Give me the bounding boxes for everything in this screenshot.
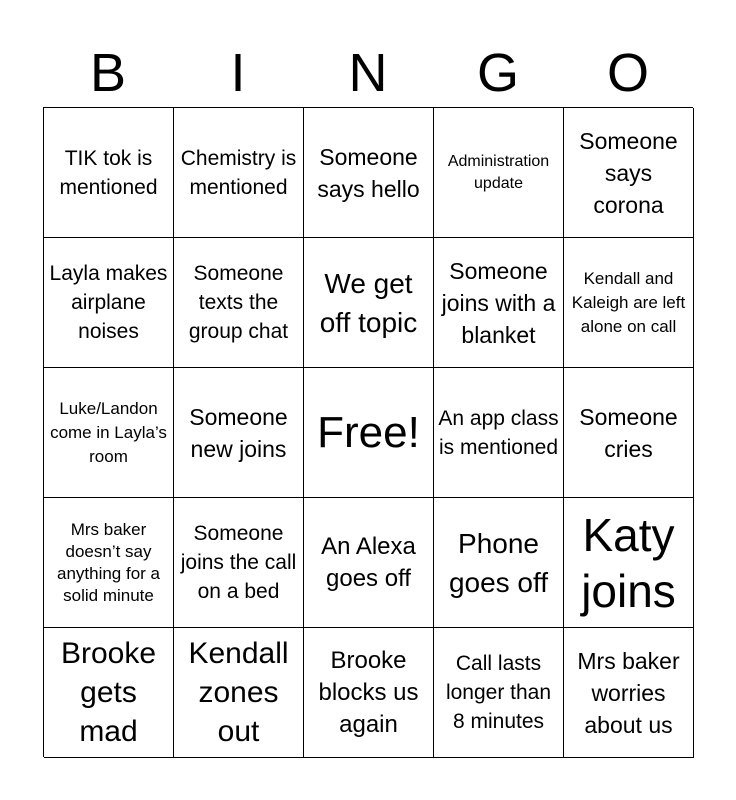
cell-text: Katy joins [581,508,676,617]
bingo-cell[interactable] [174,108,304,238]
free-space-cell[interactable] [304,368,434,498]
cell-text: Someone joins the call on a bed [180,522,297,603]
cell-text: An app class is mentioned [438,406,559,459]
bingo-cell[interactable] [434,628,564,758]
bingo-cell[interactable] [44,628,174,758]
bingo-cell[interactable] [434,498,564,628]
bingo-cell[interactable] [434,238,564,368]
cell-text: Brooke blocks us again [318,646,419,738]
bingo-cell[interactable] [44,498,174,628]
bingo-cell[interactable] [44,238,174,368]
free-space-text: Free! [317,407,420,457]
cell-text: Someone new joins [189,403,288,462]
header-letter-i: I [230,43,246,103]
bingo-cell[interactable] [434,108,564,238]
bingo-cell[interactable] [434,368,564,498]
cell-text: Someone cries [579,403,678,462]
cell-text: Luke/Landon come in Layla’s room [50,398,167,466]
cell-text: Kendall zones out [188,637,289,748]
bingo-cell[interactable] [564,498,694,628]
bingo-cell[interactable] [44,368,174,498]
cell-text: Administration update [447,152,550,192]
bingo-cell[interactable] [304,628,434,758]
cell-text: Phone goes off [448,527,549,598]
cell-text: TIK tok is mentioned [59,146,158,199]
cell-text: An Alexa goes off [321,532,416,592]
cell-text: Kendall and Kaleigh are left alone on call [571,268,686,336]
bingo-cell[interactable] [44,108,174,238]
bingo-grid [43,107,693,757]
bingo-cell[interactable] [304,498,434,628]
bingo-cell[interactable] [174,238,304,368]
bingo-cell[interactable] [564,108,694,238]
cell-text: Mrs baker doesn’t say anything for a solid minute [56,519,160,605]
cell-text: We get off topic [319,267,418,338]
bingo-cell[interactable] [304,108,434,238]
bingo-cell[interactable] [304,238,434,368]
header-letter-g: G [476,43,519,103]
header-letter-n: N [348,43,388,103]
cell-text: Call lasts longer than 8 minutes [445,652,552,733]
cell-text: Someone says corona [579,127,678,218]
bingo-cell[interactable] [564,238,694,368]
header-letter-o: O [606,43,649,103]
cell-text: Someone texts the group chat [188,262,289,343]
cell-text: Mrs baker worries about us [577,647,680,738]
cell-text: Brooke gets mad [60,637,157,748]
bingo-cell[interactable] [174,368,304,498]
bingo-cell[interactable] [564,368,694,498]
bingo-cell[interactable] [174,498,304,628]
bingo-header [43,42,693,108]
bingo-cell[interactable] [174,628,304,758]
cell-text: Someone joins with a blanket [441,257,556,348]
header-letter-b: B [89,43,127,103]
cell-text: Chemistry is mentioned [180,146,297,199]
cell-text: Layla makes airplane noises [49,262,168,343]
cell-text: Someone says hello [317,143,420,202]
bingo-cell[interactable] [564,628,694,758]
